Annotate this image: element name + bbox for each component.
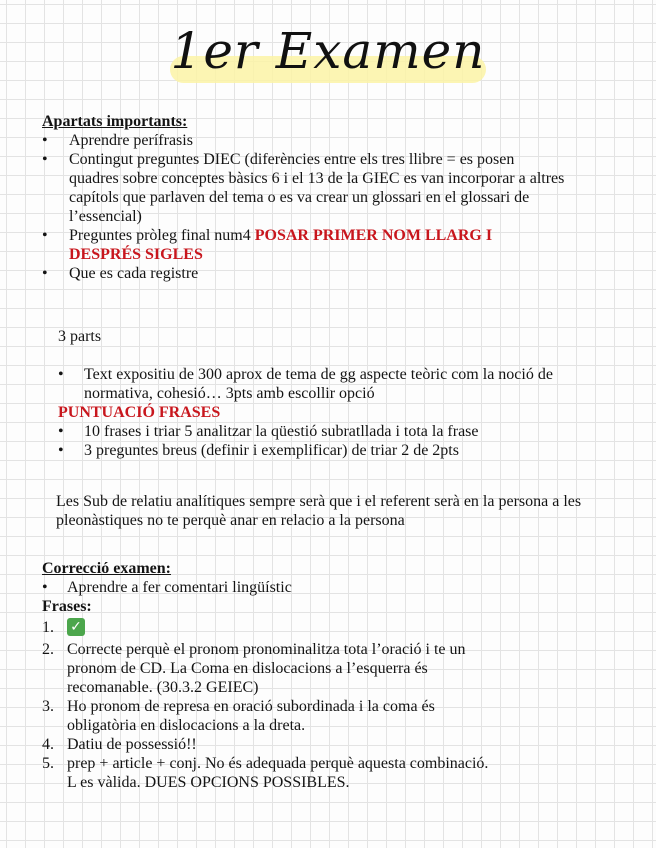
page-title: 1er Examen [170, 22, 486, 80]
list-item-text: Preguntes pròleg final num4 [69, 227, 251, 244]
list-item: Aprendre a fer comentari lingüístic [67, 579, 292, 596]
list-item-line: Text expositiu de 300 aprox de tema de gg aspecte teòric com la noció de [84, 366, 553, 383]
bullet: • [42, 579, 48, 596]
list-number: 5. [42, 755, 54, 772]
list-number: 3. [42, 698, 54, 715]
list-number: 4. [42, 736, 54, 753]
list-item-line: quadres sobre conceptes bàsics 6 i el 13 de la GIEC es van incorporar a altres [69, 170, 565, 187]
bullet: • [58, 442, 64, 459]
list-item-line: l’essencial) [69, 208, 142, 225]
list-item: Aprendre perífrasis [69, 132, 193, 149]
list-number: 2. [42, 641, 54, 658]
bullet: • [42, 227, 48, 244]
list-item-line: normativa, cohesió… 3pts amb escollir opció [84, 385, 375, 402]
list-item-line [69, 226, 492, 245]
bullet: • [42, 132, 48, 149]
numbered-item-line: recomanable. (30.3.2 GEIEC) [67, 679, 259, 696]
numbered-item-line: prep + article + conj. No és adequada perquè aquesta combinació. [67, 755, 489, 772]
list-item: Que es cada registre [69, 265, 199, 282]
bullet: • [42, 151, 48, 168]
list-item: 3 preguntes breus (definir i exemplificar) de triar 2 de 2pts [84, 442, 459, 459]
section-heading-correccio: Correcció examen: [42, 560, 171, 577]
red-heading-puntuacio: PUNTUACIÓ FRASES [58, 404, 221, 421]
highlight-red-text: DESPRÉS SIGLES [69, 246, 203, 263]
bullet: • [58, 423, 64, 440]
numbered-item-line: obligatòria en dislocacions a la dreta. [67, 717, 306, 734]
bullet: • [58, 366, 64, 383]
section-heading-apartats: Apartats importants: [42, 113, 188, 130]
note-line: pleonàstiques no te perquè anar en relacio a la persona [56, 512, 405, 529]
list-item: 10 frases i triar 5 analitzar la qüestió subratllada i tota la frase [84, 423, 479, 440]
highlight-red-text: POSAR PRIMER NOM LLARG I [254, 227, 493, 244]
check-icon: ✓ [67, 618, 85, 636]
bullet: • [42, 265, 48, 282]
parts-label: 3 parts [58, 328, 102, 345]
list-number: 1. [42, 619, 54, 636]
numbered-item: Datiu de possessió!! [67, 736, 197, 753]
numbered-item-line: Ho pronom de represa en oració subordinada i la coma és [67, 698, 435, 715]
numbered-item-line: L es vàlida. DUES OPCIONS POSSIBLES. [67, 774, 350, 791]
numbered-item-line: pronom de CD. La Coma en dislocacions a l’esquerra és [67, 660, 428, 677]
title-area [0, 20, 656, 100]
frases-heading: Frases: [42, 598, 92, 615]
list-item-line: Contingut preguntes DIEC (diferències entre els tres llibre = es posen [69, 151, 515, 168]
numbered-item-line: Correcte perquè el pronom pronominalitza tota l’oració i te un [67, 641, 466, 658]
list-item-line: capítols que parlaven del tema o es va crear un glossari en el glossari de [69, 189, 530, 206]
note-line: Les Sub de relatiu analítiques sempre serà que i el referent serà en la persona a les [56, 493, 582, 510]
